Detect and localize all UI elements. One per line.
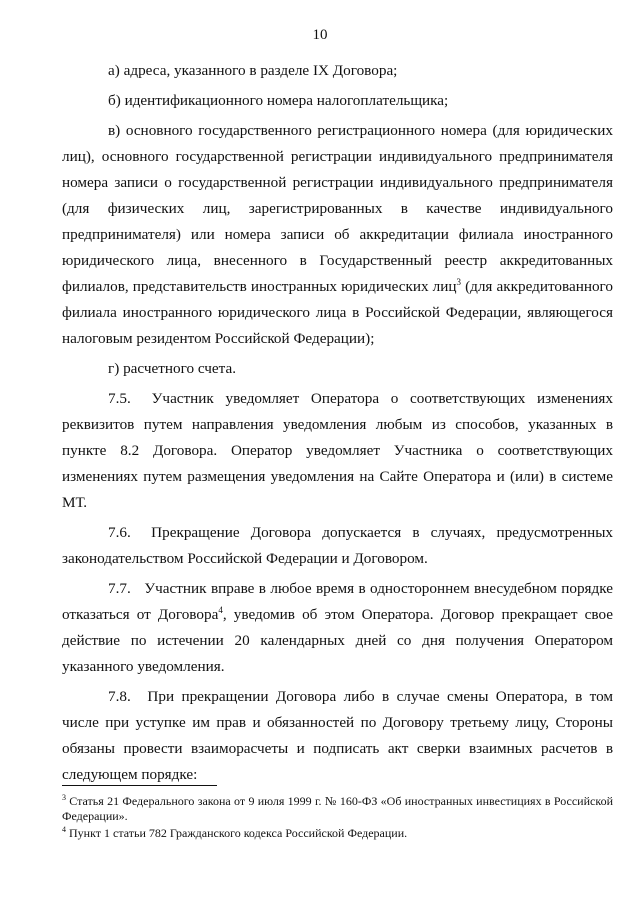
clause-number: 7.7. xyxy=(108,580,131,597)
clause-text: При прекращении Договора либо в случае смены Оператора, в том числе при уступке им прав и обязанностей по Договору третьему лицу, Стороны обязаны провести взаиморасчеты и подписать акт сверки взаимных расчетов в следующем порядке: xyxy=(62,688,614,783)
clause-text: Участник уведомляет Оператора о соответствующих изменениях реквизитов путем направления уведомления любым из способов, указанных в пункте 8.2 Договора. Оператор уведомляет Участника о соответствующих изменениях путем размещения уведомления на Сайте Оператора и (или) в системе МТ. xyxy=(62,390,614,511)
clause-7-7 xyxy=(62,576,613,680)
footnote-text: Статья 21 Федерального закона от 9 июля 1999 г. № 160-ФЗ «Об иностранных инвестициях в Российской Федерации». xyxy=(62,794,613,823)
page-number: 10 xyxy=(312,27,328,43)
footnote-4 xyxy=(62,826,613,841)
clause-number: 7.6. xyxy=(108,524,131,541)
footnote-mark: 3 xyxy=(62,793,66,802)
clause-text-end: , уведомив об этом Оператора. Договор прекращает свое действие по истечении 20 календарных дней со дня получения Оператором указанного уведомления. xyxy=(62,606,613,675)
clause-number: 7.5. xyxy=(108,390,131,407)
footnote-mark: 4 xyxy=(62,825,66,834)
clause-7-8 xyxy=(62,684,613,788)
clause-7-5 xyxy=(62,386,613,516)
paragraph-item-v-text: в) основного государственного регистрационного номера (для юридических лиц), основного государственной регистрации индивидуального предпринимателя номера записи о государственной регистрации индивидуального предпринимателя (для физических лиц, зарегистрированных в качестве индивидуального предпринимателя) или номера записи об аккредитации филиала иностранного юридического лица, внесенного в Государственный реестр аккредитованных филиалов, представительств иностранных юридических лиц xyxy=(62,122,613,295)
clause-text: Участник вправе в любое время в одностороннем внесудебном порядке отказаться от Договора xyxy=(62,580,613,623)
footnote-ref-3: 3 xyxy=(456,276,461,287)
clause-text: Прекращение Договора допускается в случаях, предусмотренных законодательством Российской Федерации и Договором. xyxy=(62,524,614,567)
document-body xyxy=(62,58,613,788)
paragraph-item-g: г) расчетного счета. xyxy=(108,360,237,377)
footnote-3 xyxy=(62,794,613,823)
clause-number: 7.8. xyxy=(108,688,131,705)
paragraph-item-a: а) адреса, указанного в разделе IX Договора; xyxy=(108,62,398,79)
footnote-separator xyxy=(62,785,217,786)
paragraph-item-v xyxy=(62,118,613,352)
paragraph-item-b: б) идентификационного номера налогоплательщика; xyxy=(108,92,449,109)
footnote-ref-4: 4 xyxy=(218,604,223,615)
footnotes xyxy=(62,794,613,844)
clause-7-6 xyxy=(62,520,613,572)
footnote-text: Пункт 1 статьи 782 Гражданского кодекса Российской Федерации. xyxy=(66,826,408,840)
paragraph-item-v-text-end: (для аккредитованного филиала иностранного юридического лица в Российской Федерации, являющегося налоговым резидентом Российской Федерации); xyxy=(62,278,613,347)
